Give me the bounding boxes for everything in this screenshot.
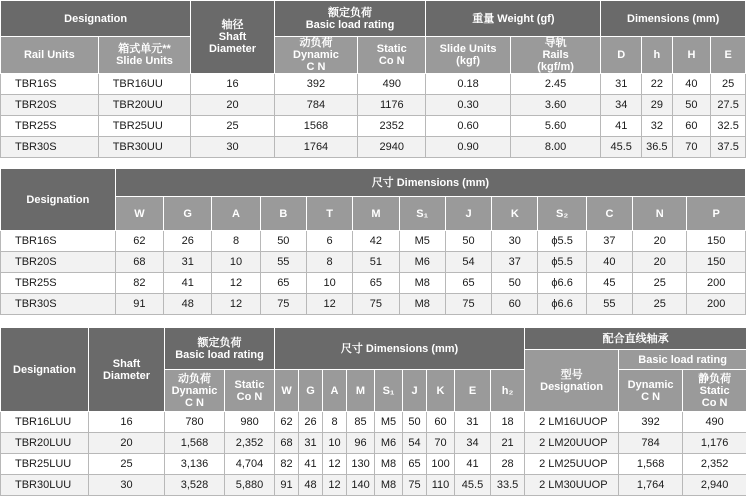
- table-cell: 60: [492, 294, 538, 315]
- table-cell: 2,352: [683, 454, 746, 475]
- header-dim-col: G: [164, 197, 212, 231]
- table-cell: 25: [89, 454, 165, 475]
- table-cell: 82: [115, 273, 163, 294]
- table-cell: TBR20UU: [98, 95, 191, 116]
- table-cell: 20: [633, 252, 687, 273]
- table-cell: 34: [601, 95, 642, 116]
- header-dimensions: Dimensions (mm): [601, 1, 746, 37]
- header-dynamic: 动负荷 Dynamic C N: [274, 37, 357, 74]
- header-weight-slide: Slide Units (kgf): [426, 37, 510, 74]
- table-cell: 150: [687, 231, 746, 252]
- table-cell: 75: [445, 294, 491, 315]
- header-dim-col: B: [260, 197, 306, 231]
- table-cell: 150: [687, 252, 746, 273]
- table-cell: 140: [347, 475, 375, 496]
- table-cell: 45.5: [455, 475, 491, 496]
- header-dynamic: 动负荷 Dynamic C N: [165, 370, 225, 412]
- table-tbr-luu: [0, 327, 746, 496]
- header-dim-col: M: [347, 370, 375, 412]
- table-cell: 48: [164, 294, 212, 315]
- table-cell: 3,136: [165, 454, 225, 475]
- table-row: [1, 273, 746, 294]
- table-cell: 45.5: [601, 137, 642, 158]
- table-cell: 42: [353, 231, 399, 252]
- header-slide-units: 箱式单元** Slide Units: [98, 37, 191, 74]
- table-cell: 0.30: [426, 95, 510, 116]
- table-cell: ϕ5.5: [538, 252, 586, 273]
- table-cell: 29: [642, 95, 673, 116]
- table-cell: 1764: [274, 137, 357, 158]
- header-basic-load-rating: 额定负荷 Basic load rating: [274, 1, 426, 37]
- header-designation: Designation: [1, 328, 89, 412]
- table-cell: TBR16LUU: [1, 412, 89, 433]
- header-shaft-diameter: Shaft Diameter: [89, 328, 165, 412]
- table-cell: TBR30UU: [98, 137, 191, 158]
- table-cell: M6: [399, 252, 445, 273]
- header-dim-col: J: [445, 197, 491, 231]
- table-cell: 10: [306, 273, 352, 294]
- table-cell: 65: [403, 454, 427, 475]
- header-bearing-dynamic: Dynamic C N: [619, 370, 683, 412]
- table-cell: 12: [212, 294, 260, 315]
- table-cell: 130: [347, 454, 375, 475]
- table-cell: TBR30S: [1, 294, 116, 315]
- table-cell: ϕ6.6: [538, 294, 586, 315]
- table-cell: 37: [492, 252, 538, 273]
- header-dim-H: H: [672, 37, 711, 74]
- table-cell: 1,568: [619, 454, 683, 475]
- table-cell: 10: [323, 433, 347, 454]
- table-cell: 70: [672, 137, 711, 158]
- table-cell: 4,704: [225, 454, 275, 475]
- table-cell: 62: [275, 412, 299, 433]
- table-cell: 1,764: [619, 475, 683, 496]
- table-cell: 8: [306, 252, 352, 273]
- table-cell: 65: [445, 273, 491, 294]
- table-row: [1, 231, 746, 252]
- header-dim-E: E: [711, 37, 746, 74]
- table-cell: TBR25S: [1, 116, 99, 137]
- header-shaft-diameter: 轴径 Shaft Diameter: [191, 1, 274, 74]
- table-cell: 40: [586, 252, 632, 273]
- table-cell: M5: [375, 412, 403, 433]
- table-cell: 50: [492, 273, 538, 294]
- table-row: [1, 294, 746, 315]
- header-dim-col: K: [492, 197, 538, 231]
- table-cell: TBR25LUU: [1, 454, 89, 475]
- header-dim-col: G: [299, 370, 323, 412]
- table-cell: M6: [375, 433, 403, 454]
- table-cell: 784: [274, 95, 357, 116]
- table-cell: 48: [299, 475, 323, 496]
- table-cell: 54: [403, 433, 427, 454]
- header-dim-col: J: [403, 370, 427, 412]
- table-cell: 12: [212, 273, 260, 294]
- table-cell: 2.45: [510, 74, 601, 95]
- table-cell: TBR16S: [1, 74, 99, 95]
- header-dim-col: S₁: [375, 370, 403, 412]
- table-row: [1, 74, 746, 95]
- header-dim-col: M: [353, 197, 399, 231]
- table-cell: 26: [164, 231, 212, 252]
- table-cell: 8: [212, 231, 260, 252]
- table-cell: 490: [683, 412, 746, 433]
- table-cell: 28: [491, 454, 525, 475]
- table-cell: 20: [633, 231, 687, 252]
- table-row: [1, 433, 746, 454]
- table-cell: 31: [164, 252, 212, 273]
- table-cell: 75: [260, 294, 306, 315]
- table-cell: 70: [427, 433, 455, 454]
- header-rail-units: Rail Units: [1, 37, 99, 74]
- table-cell: TBR25UU: [98, 116, 191, 137]
- table-cell: 200: [687, 273, 746, 294]
- header-bearing-load: Basic load rating: [619, 350, 746, 370]
- table-cell: 55: [260, 252, 306, 273]
- header-dim-col: W: [115, 197, 163, 231]
- table-cell: TBR16UU: [98, 74, 191, 95]
- table-cell: 2,352: [225, 433, 275, 454]
- header-weight-rails: 导轨 Rails (kgf/m): [510, 37, 601, 74]
- table-cell: 31: [299, 433, 323, 454]
- table-cell: 2 LM20UUOP: [525, 433, 619, 454]
- table-cell: 68: [115, 252, 163, 273]
- table-cell: 32: [642, 116, 673, 137]
- table-cell: 18: [491, 412, 525, 433]
- table-cell: 75: [403, 475, 427, 496]
- header-dim-col: S₁: [399, 197, 445, 231]
- header-dim-col: A: [323, 370, 347, 412]
- table-cell: 10: [212, 252, 260, 273]
- table-cell: 31: [455, 412, 491, 433]
- header-designation: Designation: [1, 1, 191, 37]
- table-row: [1, 475, 746, 496]
- table-cell: 16: [191, 74, 274, 95]
- table-cell: 26: [299, 412, 323, 433]
- table-cell: 68: [275, 433, 299, 454]
- table-cell: 20: [89, 433, 165, 454]
- table-cell: 30: [191, 137, 274, 158]
- table-tbr-dimensions: [0, 168, 746, 315]
- table-cell: ϕ5.5: [538, 231, 586, 252]
- table-cell: 41: [164, 273, 212, 294]
- table-row: [1, 116, 746, 137]
- header-dim-col: T: [306, 197, 352, 231]
- table-cell: 12: [323, 475, 347, 496]
- table-cell: 110: [427, 475, 455, 496]
- table-cell: 8.00: [510, 137, 601, 158]
- table-cell: 2 LM30UUOP: [525, 475, 619, 496]
- table-cell: 45: [586, 273, 632, 294]
- table-cell: 780: [165, 412, 225, 433]
- header-dim-col: N: [633, 197, 687, 231]
- table-cell: TBR30LUU: [1, 475, 89, 496]
- table-cell: 41: [601, 116, 642, 137]
- table-cell: 31: [601, 74, 642, 95]
- table-cell: 1176: [358, 95, 426, 116]
- header-bearing: 配合直线轴承: [525, 328, 746, 350]
- header-basic-load-rating: 额定负荷 Basic load rating: [165, 328, 275, 370]
- table-cell: M8: [399, 294, 445, 315]
- table-cell: 22: [642, 74, 673, 95]
- table-cell: 50: [403, 412, 427, 433]
- header-bearing-static: 静负荷 Static Co N: [683, 370, 746, 412]
- table-cell: 6: [306, 231, 352, 252]
- table-cell: 12: [306, 294, 352, 315]
- table-cell: 2 LM25UUOP: [525, 454, 619, 475]
- header-dim-col: C: [586, 197, 632, 231]
- table-row: [1, 454, 746, 475]
- table-cell: 62: [115, 231, 163, 252]
- table-cell: 60: [672, 116, 711, 137]
- table-cell: 25: [191, 116, 274, 137]
- header-weight: 重量 Weight (gf): [426, 1, 601, 37]
- table-cell: 1,568: [165, 433, 225, 454]
- table-cell: 54: [445, 252, 491, 273]
- table-cell: 30: [89, 475, 165, 496]
- header-dim-col: W: [275, 370, 299, 412]
- table-cell: 25: [711, 74, 746, 95]
- header-dim-h: h: [642, 37, 673, 74]
- table-cell: 65: [353, 273, 399, 294]
- header-dim-col: h₂: [491, 370, 525, 412]
- table-cell: 0.18: [426, 74, 510, 95]
- table-cell: 41: [455, 454, 491, 475]
- table-cell: 82: [275, 454, 299, 475]
- table-cell: 32.5: [711, 116, 746, 137]
- table-cell: 1,176: [683, 433, 746, 454]
- table-cell: 50: [445, 231, 491, 252]
- table-cell: 96: [347, 433, 375, 454]
- header-dim-D: D: [601, 37, 642, 74]
- table-cell: 20: [191, 95, 274, 116]
- table-cell: M8: [375, 475, 403, 496]
- table-cell: TBR20LUU: [1, 433, 89, 454]
- table-cell: 5.60: [510, 116, 601, 137]
- table-row: [1, 252, 746, 273]
- table-cell: 55: [586, 294, 632, 315]
- header-dimensions: 尺寸 Dimensions (mm): [275, 328, 525, 370]
- table-cell: ϕ6.6: [538, 273, 586, 294]
- table-cell: 8: [323, 412, 347, 433]
- header-dim-col: P: [687, 197, 746, 231]
- table-row: [1, 137, 746, 158]
- table-cell: TBR20S: [1, 95, 99, 116]
- table-cell: 21: [491, 433, 525, 454]
- table-tbr-basic: [0, 0, 746, 158]
- header-designation: Designation: [1, 169, 116, 231]
- table-cell: 2 LM16UUOP: [525, 412, 619, 433]
- header-dim-col: S₂: [538, 197, 586, 231]
- table-cell: M8: [375, 454, 403, 475]
- table-cell: 2352: [358, 116, 426, 137]
- table-cell: 0.60: [426, 116, 510, 137]
- table-cell: 30: [492, 231, 538, 252]
- table-cell: TBR20S: [1, 252, 116, 273]
- table-cell: 25: [633, 294, 687, 315]
- table-cell: 37: [586, 231, 632, 252]
- table-cell: 0.90: [426, 137, 510, 158]
- table-cell: 12: [323, 454, 347, 475]
- table-cell: 75: [353, 294, 399, 315]
- table-cell: TBR25S: [1, 273, 116, 294]
- table-cell: 34: [455, 433, 491, 454]
- table-cell: 33.5: [491, 475, 525, 496]
- header-static: Static Co N: [225, 370, 275, 412]
- table-cell: 784: [619, 433, 683, 454]
- header-dim-col: E: [455, 370, 491, 412]
- table-cell: 50: [260, 231, 306, 252]
- table-cell: 5,880: [225, 475, 275, 496]
- table-cell: 200: [687, 294, 746, 315]
- table-cell: 3.60: [510, 95, 601, 116]
- table-cell: 65: [260, 273, 306, 294]
- table-cell: 392: [619, 412, 683, 433]
- table-cell: 980: [225, 412, 275, 433]
- header-dim-col: K: [427, 370, 455, 412]
- table-cell: 41: [299, 454, 323, 475]
- table-cell: 2940: [358, 137, 426, 158]
- table-row: [1, 95, 746, 116]
- table-cell: 16: [89, 412, 165, 433]
- header-model: 型号 Designation: [525, 350, 619, 412]
- table-cell: 27.5: [711, 95, 746, 116]
- table-cell: 2,940: [683, 475, 746, 496]
- table-cell: 51: [353, 252, 399, 273]
- table-cell: 392: [274, 74, 357, 95]
- table-cell: M8: [399, 273, 445, 294]
- header-dim-col: A: [212, 197, 260, 231]
- table-row: [1, 412, 746, 433]
- header-static: Static Co N: [358, 37, 426, 74]
- table-cell: 85: [347, 412, 375, 433]
- table-cell: 91: [115, 294, 163, 315]
- table-cell: 1568: [274, 116, 357, 137]
- table-cell: 100: [427, 454, 455, 475]
- table-cell: 60: [427, 412, 455, 433]
- table-cell: 25: [633, 273, 687, 294]
- table-cell: 36.5: [642, 137, 673, 158]
- table-cell: 40: [672, 74, 711, 95]
- table-cell: 37.5: [711, 137, 746, 158]
- header-dimensions: 尺寸 Dimensions (mm): [115, 169, 745, 197]
- table-cell: TBR16S: [1, 231, 116, 252]
- table-cell: M5: [399, 231, 445, 252]
- table-cell: 3,528: [165, 475, 225, 496]
- table-cell: 490: [358, 74, 426, 95]
- table-cell: TBR30S: [1, 137, 99, 158]
- table-cell: 91: [275, 475, 299, 496]
- table-cell: 50: [672, 95, 711, 116]
